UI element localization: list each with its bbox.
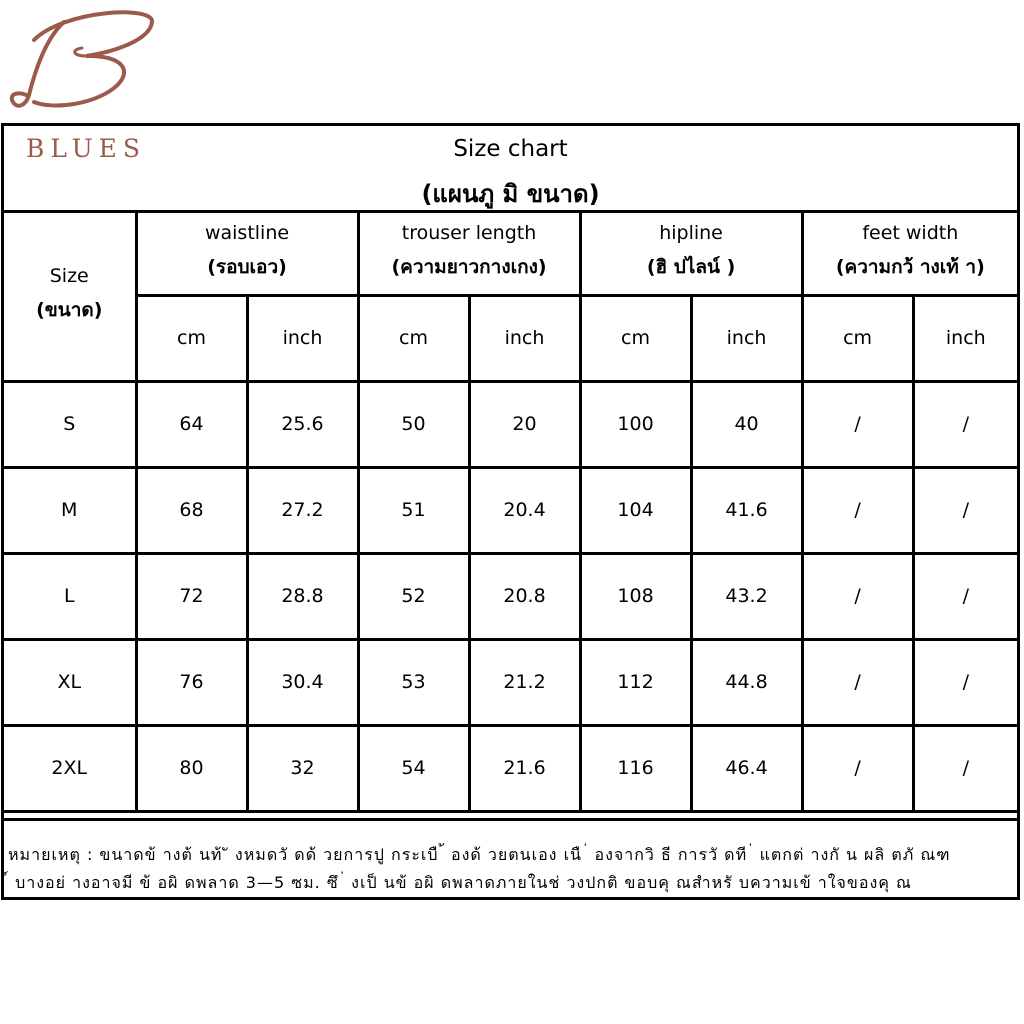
value-cell: 72 bbox=[136, 553, 247, 639]
table-row bbox=[4, 467, 1017, 553]
size-cell: XL bbox=[4, 639, 136, 725]
size-table bbox=[4, 210, 1017, 813]
chart-title-th: (แผนภู มิ ขนาด) bbox=[421, 180, 600, 208]
value-cell: 27.2 bbox=[247, 467, 358, 553]
note-line-1: หมายเหตุ : ขนาดข้ างต้ นท้ ั งหมดวั ดด้ วยการปู กระเบื ้ องด้ วยตนเอง เนื ่ องจากวิ ธี การวั ดที ่ แตกต่ างกั น ผลิ ตภั ณฑ bbox=[8, 845, 951, 864]
table-row bbox=[4, 725, 1017, 811]
value-cell: / bbox=[913, 381, 1017, 467]
value-cell: / bbox=[802, 381, 913, 467]
unit-header: inch bbox=[691, 295, 802, 381]
size-cell: L bbox=[4, 553, 136, 639]
value-cell: 40 bbox=[691, 381, 802, 467]
value-cell: 80 bbox=[136, 725, 247, 811]
value-cell: 50 bbox=[358, 381, 469, 467]
header-size-th: (ขนาด) bbox=[36, 298, 103, 321]
value-cell: / bbox=[802, 467, 913, 553]
size-cell: M bbox=[4, 467, 136, 553]
value-cell: 20 bbox=[469, 381, 580, 467]
header-size-en: Size bbox=[49, 264, 89, 287]
value-cell: 25.6 bbox=[247, 381, 358, 467]
title-block bbox=[4, 126, 1017, 213]
size-chart-sheet bbox=[1, 123, 1020, 900]
chart-title-en: Size chart bbox=[453, 136, 568, 162]
header-feet-width-th: (ความกว้ างเท้ า) bbox=[835, 255, 985, 278]
header-hipline-th: (ฮิ ปไลน์ ) bbox=[646, 255, 736, 278]
header-trouser-length bbox=[358, 210, 580, 295]
value-cell: 116 bbox=[580, 725, 691, 811]
value-cell: 30.4 bbox=[247, 639, 358, 725]
value-cell: 43.2 bbox=[691, 553, 802, 639]
value-cell: 28.8 bbox=[247, 553, 358, 639]
header-hipline-en: hipline bbox=[659, 221, 723, 244]
table-row bbox=[4, 381, 1017, 467]
value-cell: 44.8 bbox=[691, 639, 802, 725]
size-cell: S bbox=[4, 381, 136, 467]
unit-header: cm bbox=[136, 295, 247, 381]
value-cell: / bbox=[913, 553, 1017, 639]
value-cell: 53 bbox=[358, 639, 469, 725]
value-cell: 68 bbox=[136, 467, 247, 553]
header-waistline-th: (รอบเอว) bbox=[207, 255, 287, 278]
value-cell: 32 bbox=[247, 725, 358, 811]
header-waistline-en: waistline bbox=[204, 221, 290, 244]
value-cell: 20.8 bbox=[469, 553, 580, 639]
value-cell: / bbox=[802, 553, 913, 639]
unit-header: cm bbox=[802, 295, 913, 381]
value-cell: 46.4 bbox=[691, 725, 802, 811]
unit-header: cm bbox=[358, 295, 469, 381]
unit-header: inch bbox=[469, 295, 580, 381]
header-waistline bbox=[136, 210, 358, 295]
value-cell: 108 bbox=[580, 553, 691, 639]
header-trouser-length-th: (ความยาวกางเกง) bbox=[391, 255, 547, 278]
header-feet-width bbox=[802, 210, 1017, 295]
value-cell: / bbox=[802, 639, 913, 725]
unit-header: inch bbox=[247, 295, 358, 381]
value-cell: 76 bbox=[136, 639, 247, 725]
value-cell: 104 bbox=[580, 467, 691, 553]
header-hipline bbox=[580, 210, 802, 295]
header-size bbox=[4, 210, 136, 381]
value-cell: 54 bbox=[358, 725, 469, 811]
value-cell: 100 bbox=[580, 381, 691, 467]
brand-monogram-logo bbox=[4, 0, 154, 118]
value-cell: 21.6 bbox=[469, 725, 580, 811]
note-line-2: ์ บางอย่ างอาจมี ข้ อผิ ดพลาด 3—5 ซม. ซึ ่ งเป็ นข้ อผิ ดพลาดภายในช่ วงปกติ ขอบคุ ณสำหรั บความเข้ าใจของคุ ณ bbox=[8, 873, 912, 892]
size-cell: 2XL bbox=[4, 725, 136, 811]
brand-name: BLUES bbox=[26, 134, 147, 163]
measurement-note bbox=[4, 818, 1017, 897]
value-cell: 20.4 bbox=[469, 467, 580, 553]
table-row bbox=[4, 639, 1017, 725]
value-cell: 112 bbox=[580, 639, 691, 725]
value-cell: / bbox=[913, 639, 1017, 725]
unit-header: cm bbox=[580, 295, 691, 381]
header-trouser-length-en: trouser length bbox=[401, 221, 537, 244]
value-cell: 64 bbox=[136, 381, 247, 467]
value-cell: 52 bbox=[358, 553, 469, 639]
header-feet-width-en: feet width bbox=[862, 221, 959, 244]
value-cell: / bbox=[913, 467, 1017, 553]
unit-header: inch bbox=[913, 295, 1017, 381]
value-cell: / bbox=[913, 725, 1017, 811]
table-row bbox=[4, 553, 1017, 639]
value-cell: 51 bbox=[358, 467, 469, 553]
value-cell: 41.6 bbox=[691, 467, 802, 553]
value-cell: / bbox=[802, 725, 913, 811]
value-cell: 21.2 bbox=[469, 639, 580, 725]
